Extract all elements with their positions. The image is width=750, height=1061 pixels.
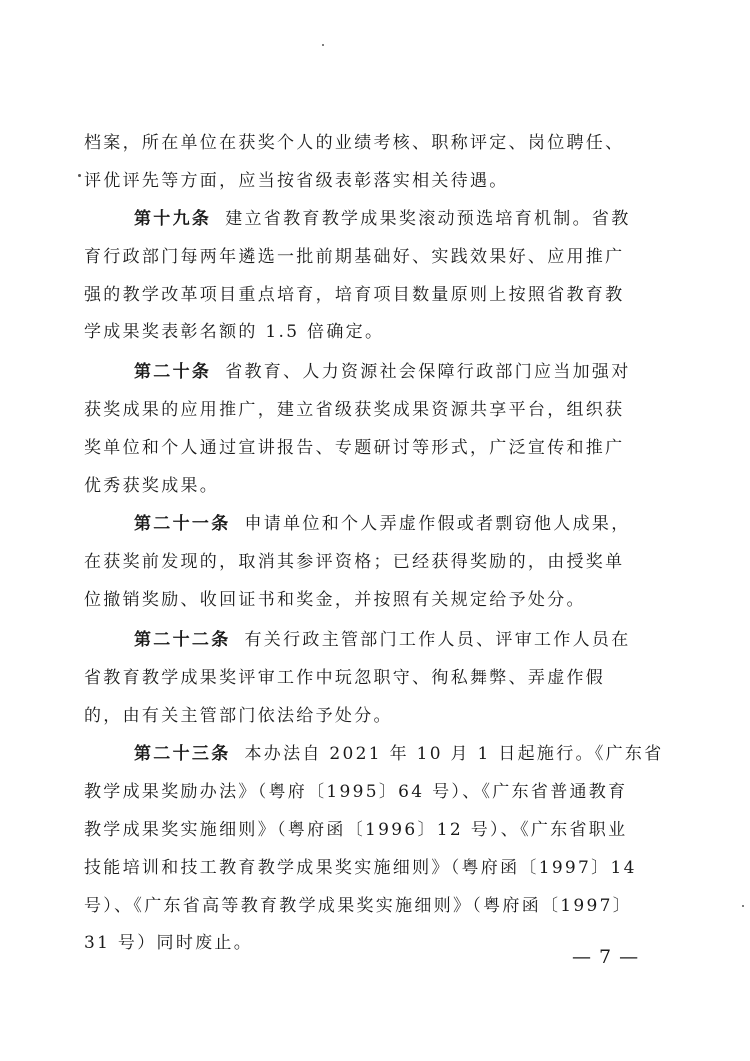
text-line: [84, 822, 664, 839]
article-line: [134, 211, 664, 228]
line-text: 档案，所在单位在获奖个人的业绩考核、职称评定、岗位聘任、: [84, 133, 625, 153]
text-line: [84, 670, 664, 687]
text-line: [84, 708, 664, 725]
line-text: 省教育、人力资源社会保障行政部门应当加强对: [225, 362, 631, 382]
article-heading: 第二十二条: [134, 630, 231, 650]
line-text: 教学成果奖实施细则》（粤府函〔1996〕12 号）、《广东省职业: [84, 820, 628, 840]
line-text: 的，由有关主管部门依法给予处分。: [84, 706, 393, 726]
article-line: [134, 364, 664, 381]
text-line: [84, 324, 664, 341]
text-line: [84, 478, 664, 495]
line-text: 强的教学改革项目重点培育，培育项目数量原则上按照省教育教: [84, 285, 625, 305]
article-heading: 第二十三条: [134, 744, 231, 764]
line-text: 位撤销奖励、收回证书和奖金，并按照有关规定给予处分。: [84, 590, 586, 610]
line-text: 建立省教育教学成果奖滚动预选培育机制。省教: [225, 209, 631, 229]
article-line: [134, 516, 664, 533]
line-text: 在获奖前发现的，取消其参评资格；已经获得奖励的，由授奖单: [84, 552, 625, 572]
article-line: [134, 632, 664, 649]
scan-speck: [322, 44, 324, 46]
scan-speck: [78, 174, 81, 177]
line-text: 奖单位和个人通过宣讲报告、专题研讨等形式，广泛宣传和推广: [84, 438, 625, 458]
line-text: 育行政部门每两年遴选一批前期基础好、实践效果好、应用推广: [84, 247, 625, 267]
text-line: [84, 860, 664, 877]
text-line: [84, 135, 664, 152]
line-text: 省教育教学成果奖评审工作中玩忽职守、徇私舞弊、弄虚作假: [84, 668, 606, 688]
line-text: 31 号）同时废止。: [84, 933, 254, 953]
article-heading: 第二十条: [134, 362, 212, 382]
line-text: 教学成果奖励办法》（粤府〔1995〕64 号）、《广东省普通教育: [84, 782, 628, 802]
text-line: [84, 402, 664, 419]
line-text: 学成果奖表彰名额的 1.5 倍确定。: [84, 322, 385, 342]
line-text: 评优评先等方面，应当按省级表彰落实相关待遇。: [84, 171, 509, 191]
line-text: 技能培训和技工教育教学成果奖实施细则》（粤府函〔1997〕14: [84, 858, 637, 878]
text-line: [84, 898, 664, 915]
article-heading: 第二十一条: [134, 514, 231, 534]
text-line: [84, 173, 664, 190]
line-text: 号）、《广东省高等教育教学成果奖实施细则》（粤府函〔1997〕: [84, 896, 633, 916]
text-line: [84, 249, 664, 266]
scan-speck: [742, 905, 744, 907]
article-line: [134, 746, 664, 763]
article-heading: 第十九条: [134, 209, 212, 229]
text-line: [84, 592, 664, 609]
line-text: 本办法自 2021 年 10 月 1 日起施行。《广东省: [244, 744, 664, 764]
line-text: 优秀获奖成果。: [84, 476, 220, 496]
line-text: 申请单位和个人弄虚作假或者剽窃他人成果，: [244, 514, 631, 534]
text-line: [84, 440, 664, 457]
line-text: 有关行政主管部门工作人员、评审工作人员在: [244, 630, 631, 650]
line-text: 获奖成果的应用推广，建立省级获奖成果资源共享平台，组织获: [84, 400, 625, 420]
text-line: [84, 784, 664, 801]
text-line: [84, 287, 664, 304]
text-line: [84, 554, 664, 571]
page-number: — 7 —: [572, 946, 640, 968]
